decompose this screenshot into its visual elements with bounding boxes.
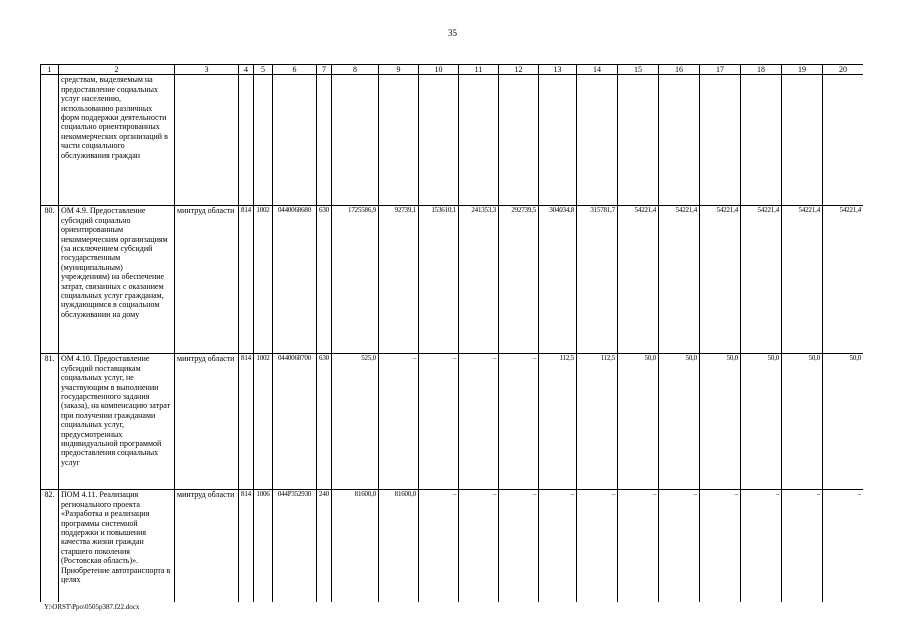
row-number-cell: 82.: [41, 490, 59, 602]
row-number-cell: 81.: [41, 354, 59, 490]
amount-cell: 50,0: [618, 354, 659, 490]
column-number-header: 11: [459, 65, 499, 75]
section-code-cell: 1006: [254, 490, 273, 602]
row-number-cell: 80.: [41, 206, 59, 354]
amount-cell: –: [459, 354, 499, 490]
amount-cell: 54221,4: [782, 206, 823, 354]
amount-cell: 112,5: [539, 354, 577, 490]
amount-cell: –: [823, 490, 864, 602]
column-number-header: 1: [41, 65, 59, 75]
amount-cell: 54221,4: [741, 206, 782, 354]
amount-cell: –: [419, 354, 459, 490]
amount-cell: 54221,4: [659, 206, 700, 354]
column-number-header: 19: [782, 65, 823, 75]
amount-cell: 50,0: [741, 354, 782, 490]
section-code-cell: [254, 75, 273, 206]
column-number-header: 20: [823, 65, 864, 75]
column-number-header: 6: [273, 65, 317, 75]
ministry-code-cell: 814: [239, 206, 254, 354]
section-code-cell: 1002: [254, 354, 273, 490]
expense-type-cell: 630: [317, 354, 332, 490]
amount-cell: [332, 75, 379, 206]
page-number: 35: [448, 28, 457, 38]
amount-cell: [379, 75, 419, 206]
amount-cell: –: [379, 354, 419, 490]
amount-cell: –: [782, 490, 823, 602]
column-number-header: 14: [577, 65, 618, 75]
measure-name-cell: ПОМ 4.11. Реализация регионального проекта «Разработка и реализация программы системной поддержки и повышения качества жизни граждан старшего поколения (Ростовская область)». Приобретение автотранспорта в целях: [59, 490, 175, 602]
column-number-header: 13: [539, 65, 577, 75]
expense-type-cell: 630: [317, 206, 332, 354]
column-number-header: 9: [379, 65, 419, 75]
amount-cell: [659, 75, 700, 206]
column-number-header: 7: [317, 65, 332, 75]
amount-cell: 50,0: [782, 354, 823, 490]
executor-cell: минтруд области: [175, 354, 239, 490]
section-code-cell: 1002: [254, 206, 273, 354]
amount-cell: –: [459, 490, 499, 602]
amount-cell: [577, 75, 618, 206]
ministry-code-cell: 814: [239, 354, 254, 490]
executor-cell: [175, 75, 239, 206]
amount-cell: 304034,8: [539, 206, 577, 354]
table-row: [41, 75, 864, 206]
amount-cell: –: [618, 490, 659, 602]
column-number-header: 5: [254, 65, 273, 75]
column-number-header: 17: [700, 65, 741, 75]
column-number-header: 10: [419, 65, 459, 75]
amount-cell: 50,0: [659, 354, 700, 490]
amount-cell: [499, 75, 539, 206]
budget-table: [40, 64, 863, 602]
amount-cell: [823, 75, 864, 206]
amount-cell: –: [577, 490, 618, 602]
amount-cell: –: [700, 490, 741, 602]
executor-cell: минтруд области: [175, 206, 239, 354]
amount-cell: 54221,4: [618, 206, 659, 354]
table-row: [41, 206, 864, 354]
amount-cell: 241353,3: [459, 206, 499, 354]
amount-cell: –: [419, 490, 459, 602]
measure-name-cell: средствам, выделяемым на предоставление социальных услуг населению, использованию различных форм поддержки деятельности социально ориентированных некоммерческих организаций в части социального обслуживания граждан: [59, 75, 175, 206]
amount-cell: 292739,5: [499, 206, 539, 354]
amount-cell: 50,0: [823, 354, 864, 490]
budget-table-wrapper: [40, 64, 863, 602]
column-number-header: 4: [239, 65, 254, 75]
measure-name-cell: ОМ 4.10. Предоставление субсидий поставщикам социальных услуг, не участвующим в выполнении государственного задания (заказа), на компенсацию затрат при получении гражданами социальных услуг, предусмотренных индивидуальной программой предоставления социальных услуг: [59, 354, 175, 490]
column-number-header: 3: [175, 65, 239, 75]
target-article-cell: 0440068700: [273, 354, 317, 490]
amount-cell: 112,5: [577, 354, 618, 490]
column-number-header: 16: [659, 65, 700, 75]
amount-cell: [459, 75, 499, 206]
amount-cell: –: [499, 490, 539, 602]
amount-cell: –: [539, 490, 577, 602]
file-path-footer: Y:\ORST\Ppo\0505p387.f22.docx: [44, 603, 140, 611]
amount-cell: 153610,1: [419, 206, 459, 354]
ministry-code-cell: 814: [239, 490, 254, 602]
column-number-header: 15: [618, 65, 659, 75]
amount-cell: 50,0: [700, 354, 741, 490]
table-row: [41, 490, 864, 602]
row-number-cell: [41, 75, 59, 206]
amount-cell: [419, 75, 459, 206]
table-row: [41, 354, 864, 490]
column-number-header: 2: [59, 65, 175, 75]
amount-cell: 315781,7: [577, 206, 618, 354]
executor-cell: минтруд области: [175, 490, 239, 602]
expense-type-cell: [317, 75, 332, 206]
amount-cell: 1725586,9: [332, 206, 379, 354]
target-article-cell: 0440068680: [273, 206, 317, 354]
target-article-cell: 044Р352930: [273, 490, 317, 602]
header-row: [41, 65, 864, 75]
amount-cell: –: [499, 354, 539, 490]
amount-cell: [782, 75, 823, 206]
amount-cell: [741, 75, 782, 206]
ministry-code-cell: [239, 75, 254, 206]
amount-cell: 54221,4: [823, 206, 864, 354]
column-number-header: 12: [499, 65, 539, 75]
amount-cell: 525,0: [332, 354, 379, 490]
amount-cell: [618, 75, 659, 206]
expense-type-cell: 240: [317, 490, 332, 602]
amount-cell: –: [659, 490, 700, 602]
amount-cell: 54221,4: [700, 206, 741, 354]
target-article-cell: [273, 75, 317, 206]
amount-cell: [700, 75, 741, 206]
amount-cell: –: [741, 490, 782, 602]
amount-cell: 81600,0: [379, 490, 419, 602]
amount-cell: 92739,1: [379, 206, 419, 354]
amount-cell: 81600,0: [332, 490, 379, 602]
column-number-header: 8: [332, 65, 379, 75]
amount-cell: [539, 75, 577, 206]
measure-name-cell: ОМ 4.9. Предоставление субсидий социально ориентированным некоммерческим организациям (за исключением субсидий государственным (муниципальным) учреждениям) на обеспечение затрат, связанных с оказанием социальных услуг гражданам, нуждающимся в социальном обслуживании на дому: [59, 206, 175, 354]
column-number-header: 18: [741, 65, 782, 75]
